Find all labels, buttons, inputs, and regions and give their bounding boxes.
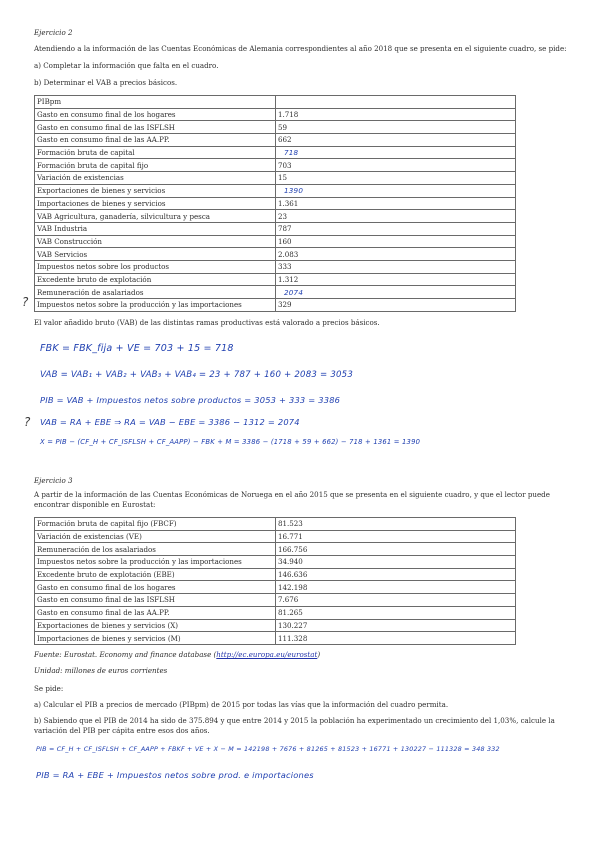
handwritten-equation-vab: VAB = VAB₁ + VAB₂ + VAB₃ + VAB₄ = 23 + 787 + 160 + 2083 = 3053 xyxy=(40,370,353,380)
row-value xyxy=(276,184,516,197)
ex3-row xyxy=(35,594,516,607)
row-value: 81.523 xyxy=(276,518,516,531)
handwritten-equation-pib: PIB = VAB + Impuestos netos sobre productos = 3053 + 333 = 3386 xyxy=(40,395,341,405)
row-label: Impuestos netos sobre la producción y las importaciones xyxy=(35,556,276,569)
row-label: Importaciones de bienes y servicios (M) xyxy=(35,632,276,645)
row-label: Exportaciones de bienes y servicios xyxy=(35,184,276,197)
row-value: 15 xyxy=(276,172,516,185)
row-label: Remuneración de asalariados xyxy=(35,286,276,299)
ex2-row xyxy=(35,273,516,286)
ex3-row xyxy=(35,606,516,619)
row-label: Gasto en consumo final de las AA.PP. xyxy=(35,606,276,619)
row-value xyxy=(276,286,516,299)
exercise-2-table xyxy=(34,95,516,312)
question-mark-icon: ? xyxy=(22,295,29,309)
row-label: Remuneración de los asalariados xyxy=(35,543,276,556)
exercise-3-source xyxy=(34,650,567,660)
row-value: 662 xyxy=(276,134,516,147)
row-label: Impuestos netos sobre la producción y las importaciones xyxy=(35,299,276,312)
handwritten-value: 1390 xyxy=(284,186,304,196)
handwritten-equation-fbk: FBK = FBK_fija + VE = 703 + 15 = 718 xyxy=(40,343,234,354)
exercise-3-intro: A partir de la información de las Cuentas Económicas de Noruega en el año 2015 que se presenta en el siguiente cuadro, y que el lector puede encontrar disponible en Eurostat: xyxy=(34,490,550,509)
ex3-row xyxy=(35,518,516,531)
row-value: 1.718 xyxy=(276,108,516,121)
ex2-row xyxy=(35,197,516,210)
row-value xyxy=(276,96,516,109)
exercise-2-note: El valor añadido bruto (VAB) de las distintas ramas productivas está valorado a precios básicos. xyxy=(34,318,380,327)
row-label: Exportaciones de bienes y servicios (X) xyxy=(35,619,276,632)
source-text: Fuente: Eurostat. Economy and finance database ( xyxy=(34,650,217,659)
source-text-end: ) xyxy=(317,650,321,659)
row-value: 111.328 xyxy=(276,632,516,645)
row-value: 166.756 xyxy=(276,543,516,556)
handwritten-equation-pib-income: PIB = RA + EBE + Impuestos netos sobre prod. e importaciones xyxy=(36,770,314,780)
row-value: 1.361 xyxy=(276,197,516,210)
exercise-3-table xyxy=(34,517,516,645)
exercise-2-intro: Atendiendo a la información de las Cuentas Económicas de Alemania correspondientes al año 2018 que se presenta en el siguiente cuadro, se pide: xyxy=(34,44,567,53)
row-label: VAB Agricultura, ganadería, silvicultura y pesca xyxy=(35,210,276,223)
handwritten-equation-x: X = PIB − (CF_H + CF_ISFLSH + CF_AAPP) − FBK + M = 3386 − (1718 + 59 + 662) − 718 + 1361 = 1390 xyxy=(40,438,421,446)
row-value: 160 xyxy=(276,235,516,248)
row-value: 787 xyxy=(276,222,516,235)
row-label: Gasto en consumo final de las ISFLSH xyxy=(35,594,276,607)
ex3-row xyxy=(35,543,516,556)
row-label: Importaciones de bienes y servicios xyxy=(35,197,276,210)
ex3-row xyxy=(35,619,516,632)
row-label: Gasto en consumo final de las ISFLSH xyxy=(35,121,276,134)
row-value: 34.940 xyxy=(276,556,516,569)
row-value: 23 xyxy=(276,210,516,223)
ex2-row xyxy=(35,121,516,134)
row-value: 16.771 xyxy=(276,530,516,543)
row-label: Gasto en consumo final de las AA.PP. xyxy=(35,134,276,147)
row-label: Formación bruta de capital xyxy=(35,146,276,159)
row-value: 146.636 xyxy=(276,568,516,581)
question-mark-icon: ? xyxy=(24,415,31,429)
ex2-row xyxy=(35,108,516,121)
ex2-row xyxy=(35,260,516,273)
ex3-row xyxy=(35,530,516,543)
row-label: Excedente bruto de explotación xyxy=(35,273,276,286)
exercise-2-item-b: b) Determinar el VAB a precios básicos. xyxy=(34,78,178,87)
row-value: 7.676 xyxy=(276,594,516,607)
exercise-3-asked: Se pide: xyxy=(34,684,64,693)
ex2-row xyxy=(35,184,516,197)
row-value: 333 xyxy=(276,260,516,273)
row-label: Gasto en consumo final de los hogares xyxy=(35,581,276,594)
ex2-row xyxy=(35,210,516,223)
exercise-3-item-a: a) Calcular el PIB a precios de mercado (PIBpm) de 2015 por todas las vías que la información del cuadro permita. xyxy=(34,700,449,709)
row-label: Variación de existencias (VE) xyxy=(35,530,276,543)
eurostat-link[interactable]: http://ec.europa.eu/eurostat xyxy=(216,650,318,659)
row-value: 1.312 xyxy=(276,273,516,286)
ex2-row xyxy=(35,248,516,261)
exercise-3-item-b: b) Sabiendo que el PIB de 2014 ha sido de 375.894 y que entre 2014 y 2015 la población ha experimentado un crecimiento del 1,03%, calcule la variación del PIB per cápita entre esos dos años. xyxy=(34,716,555,735)
row-label: Formación bruta de capital fijo xyxy=(35,159,276,172)
handwritten-equation-ra: VAB = RA + EBE ⇒ RA = VAB − EBE = 3386 − 1312 = 2074 xyxy=(40,417,300,427)
ex2-row xyxy=(35,134,516,147)
row-label: Excedente bruto de explotación (EBE) xyxy=(35,568,276,581)
ex3-row xyxy=(35,581,516,594)
ex2-row xyxy=(35,222,516,235)
row-value: 59 xyxy=(276,121,516,134)
exercise-2-title: Ejercicio 2 xyxy=(34,28,73,37)
row-label: VAB Construcción xyxy=(35,235,276,248)
ex2-row xyxy=(35,146,516,159)
exercise-2-item-a: a) Completar la información que falta en el cuadro. xyxy=(34,61,219,70)
row-label: VAB Servicios xyxy=(35,248,276,261)
ex2-row xyxy=(35,159,516,172)
handwritten-equation-pib-demand: PIB = CF_H + CF_ISFLSH + CF_AAPP + FBKF + VE + X − M = 142198 + 7676 + 81265 + 81523 + 16771 + 130227 − 111328 = 348 332 xyxy=(36,745,500,753)
ex3-row xyxy=(35,556,516,569)
row-label: VAB Industria xyxy=(35,222,276,235)
ex2-row xyxy=(35,96,516,109)
row-label: Formación bruta de capital fijo (FBCF) xyxy=(35,518,276,531)
row-label: Variación de existencias xyxy=(35,172,276,185)
ex2-row xyxy=(35,299,516,312)
row-value: 2.083 xyxy=(276,248,516,261)
row-value: 329 xyxy=(276,299,516,312)
ex3-row xyxy=(35,632,516,645)
ex3-row xyxy=(35,568,516,581)
row-label: Gasto en consumo final de los hogares xyxy=(35,108,276,121)
exercise-3-unit: Unidad: millones de euros corrientes xyxy=(34,666,168,675)
row-label: Impuestos netos sobre los productos xyxy=(35,260,276,273)
ex2-row xyxy=(35,172,516,185)
row-value: 81.265 xyxy=(276,606,516,619)
row-label: PIBpm xyxy=(35,96,276,109)
row-value: 142.198 xyxy=(276,581,516,594)
handwritten-value: 718 xyxy=(284,148,299,158)
handwritten-value: 2074 xyxy=(284,287,304,297)
exercise-3-title: Ejercicio 3 xyxy=(34,476,73,485)
row-value: 703 xyxy=(276,159,516,172)
ex2-row xyxy=(35,286,516,299)
row-value: 130.227 xyxy=(276,619,516,632)
ex2-row xyxy=(35,235,516,248)
row-value xyxy=(276,146,516,159)
